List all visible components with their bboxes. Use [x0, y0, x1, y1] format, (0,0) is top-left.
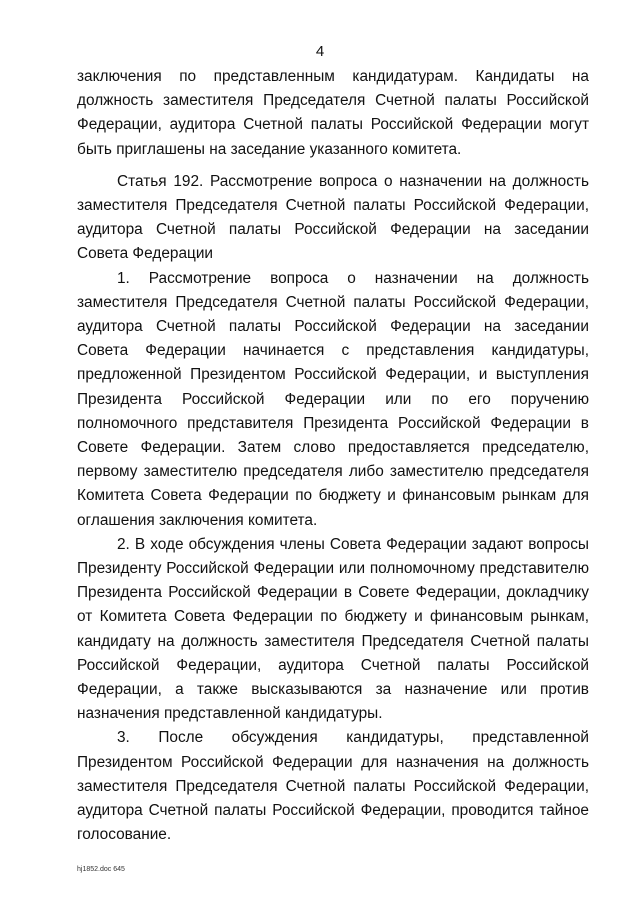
- page-number: 4: [315, 43, 325, 60]
- clause-1-paragraph: 1. Рассмотрение вопроса о назначении на должность заместителя Председателя Счетной палаты Российской Федерации, аудитора Счетной палаты Российской Федерации на заседании Совета Федерации начинается с представления кандидатуры, предложенной Президентом Российской Федерации, и выступления Президента Российской Федерации или по его поручению полномочного представителя Президента Российской Федерации в Совете Федерации. Затем слово предоставляется председателю, первому заместителю председателя либо заместителю председателя Комитета Совета Федерации по бюджету и финансовым рынкам для оглашения заключения комитета.: [77, 269, 589, 529]
- article-192-heading: Статья 192. Рассмотрение вопроса о назначении на должность заместителя Председателя Счетной палаты Российской Федерации, аудитора Счетной палаты Российской Федерации на заседании Совета Федерации: [77, 172, 589, 263]
- clause-3-paragraph: 3. После обсуждения кандидатуры, представленной Президентом Российской Федерации для назначения на должность заместителя Председателя Счетной палаты Российской Федерации, аудитора Счетной палаты Российской Федерации, проводится тайное голосование.: [77, 729, 589, 844]
- paragraph-continuation: заключения по представленным кандидатурам. Кандидаты на должность заместителя Председателя Счетной палаты Российской Федерации, аудитора Счетной палаты Российской Федерации могут быть приглашены на заседание указанного комитета.: [77, 68, 589, 158]
- file-reference-footer: hj1852.doc 645: [77, 866, 125, 873]
- clause-2-paragraph: 2. В ходе обсуждения члены Совета Федерации задают вопросы Президенту Российской Федерации или полномочному представителю Президента Российской Федерации в Совете Федерации, докладчику от Комитета Совета Федерации по бюджету и финансовым рынкам, кандидату на должность заместителя Председателя Счетной палаты Российской Федерации, аудитора Счетной палаты Российской Федерации, а также высказываются за назначение или против назначения представленной кандидатуры.: [77, 535, 589, 723]
- document-body: [77, 65, 589, 848]
